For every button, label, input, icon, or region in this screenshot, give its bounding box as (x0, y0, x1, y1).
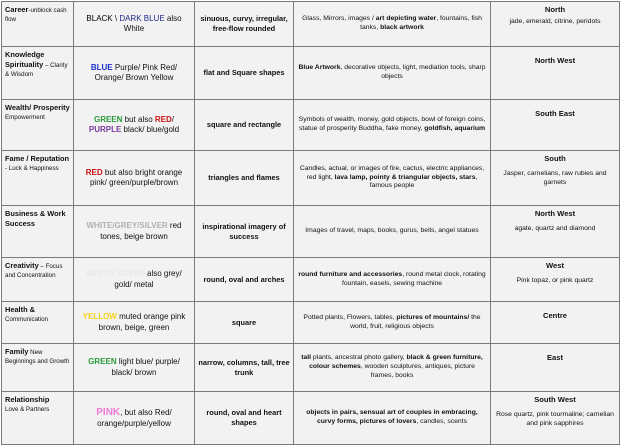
shapes-cell: square and rectangle (195, 100, 294, 151)
table-row (2, 392, 620, 445)
area-cell: Wealth/ Prosperity Empowerment (2, 100, 74, 151)
shapes-cell: flat and Square shapes (195, 47, 294, 100)
area-cell: Fame / Reputation - Luck & Happiness (2, 151, 74, 206)
objects-cell: Glass, Mirrors, images / art depicting water, fountains, fish tanks, black artwork (294, 2, 491, 47)
direction-cell: Centre (491, 302, 620, 344)
area-cell: Business & Work Success (2, 206, 74, 258)
direction-cell: North jade, emerald, citrine, peridots (491, 2, 620, 47)
objects-cell: Symbols of wealth, money, gold objects, bowl of foreign coins, statue of prosperity Buddha, fake money, goldfish, aquarium (294, 100, 491, 151)
area-cell: Career-unblock cash flow (2, 2, 74, 47)
objects-cell: Candles, actual, or images of fire, cactus, electric appliances, red light, lava lamp, pointy & triangular objects, stars, famous people (294, 151, 491, 206)
feng-shui-table (1, 1, 620, 445)
shapes-cell: sinuous, curvy, irregular, free-flow rounded (195, 2, 294, 47)
objects-cell: Images of travel, maps, books, gurus, bells, angel statues (294, 206, 491, 258)
area-cell: Knowledge Spirituality – Clarity & Wisdom (2, 47, 74, 100)
shapes-cell: triangles and flames (195, 151, 294, 206)
table-row (2, 100, 620, 151)
colors-cell: RED but also bright orange pink/ green/purple/brown (74, 151, 195, 206)
shapes-cell: round, oval and arches (195, 258, 294, 302)
table-row (2, 151, 620, 206)
shapes-cell: round, oval and heart shapes (195, 392, 294, 445)
direction-cell: North West agate, quartz and diamond (491, 206, 620, 258)
objects-cell: round furniture and accessories, round metal clock, rotating fountain, easels, sewing machine (294, 258, 491, 302)
shapes-cell: square (195, 302, 294, 344)
direction-cell: South West Rose quartz, pink tourmaline; carnelian and pink sapphires (491, 392, 620, 445)
table-row (2, 344, 620, 392)
table-row (2, 47, 620, 100)
table-row (2, 2, 620, 47)
direction-cell: South East (491, 100, 620, 151)
area-cell: Family New Beginnings and Growth (2, 344, 74, 392)
objects-cell: Blue Artwork, decorative objects, light, mediation tools, sharp objects (294, 47, 491, 100)
table-row (2, 206, 620, 258)
objects-cell: Potted plants, Flowers, tables, pictures of mountains/ the world, fruit, religious objects (294, 302, 491, 344)
direction-cell: East (491, 344, 620, 392)
area-cell: Relationship Love & Partners (2, 392, 74, 445)
colors-cell: WHITE/GREY/SILVER red tones, beige brown (74, 206, 195, 258)
table-row (2, 258, 620, 302)
objects-cell: tall plants, ancestral photo gallery, black & green furniture, colour schemes, wooden sculptures, antiques, picture frames, books (294, 344, 491, 392)
direction-cell: North West (491, 47, 620, 100)
shapes-cell: inspirational imagery of success (195, 206, 294, 258)
table-row (2, 302, 620, 344)
colors-cell: BLUE Purple/ Pink Red/ Orange/ Brown Yellow (74, 47, 195, 100)
direction-cell: West Pink topaz, or pink quartz (491, 258, 620, 302)
colors-cell: WHITE/ SILVER also grey/ gold/ metal (74, 258, 195, 302)
direction-cell: South Jasper, carnelians, raw rubies and garnets (491, 151, 620, 206)
colors-cell: GREEN light blue/ purple/ black/ brown (74, 344, 195, 392)
area-cell: Creativity – Focus and Concentration (2, 258, 74, 302)
colors-cell: PINK, but also Red/ orange/purple/yellow (74, 392, 195, 445)
colors-cell: YELLOW muted orange pink brown, beige, green (74, 302, 195, 344)
area-cell: Health & Communication (2, 302, 74, 344)
colors-cell: GREEN but also RED/ PURPLE black/ blue/gold (74, 100, 195, 151)
objects-cell: objects in pairs, sensual art of couples in embracing, curvy forms, pictures of lovers, candles, scents (294, 392, 491, 445)
colors-cell: BLACK \ DARK BLUE also White (74, 2, 195, 47)
shapes-cell: narrow, columns, tall, tree trunk (195, 344, 294, 392)
